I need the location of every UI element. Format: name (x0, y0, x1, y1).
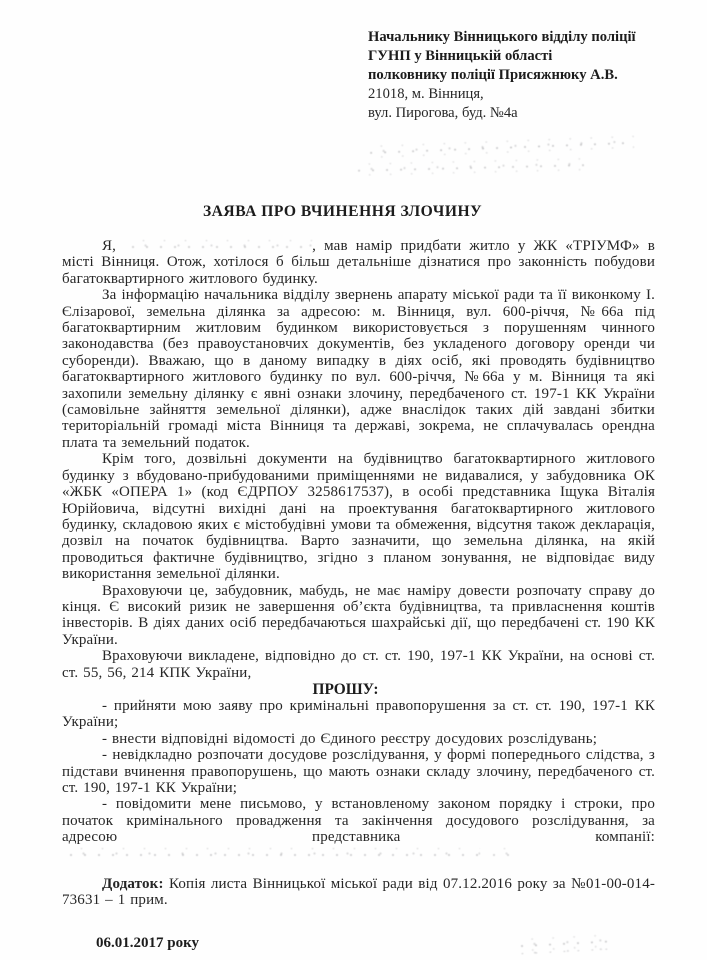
paragraph-intro (62, 238, 655, 287)
footer (62, 935, 655, 952)
request-item-1: - прийняти мою заяву про кримінальні правопорушення за ст. ст. 190, 197-1 КК України; (62, 697, 655, 731)
paragraph-permits: Крім того, дозвільні документи на будівництво багатоквартирного житлового будинку з вбудовано-прибудованими приміщеннями не видавалися, у забудовника ОК «ЖБК «ОПЕРА 1» (код ЄДРПОУ 3258617537), в особі представника Іщука Віталія Юрійовича, відсутні вихідні дані на проектування багатоквартирного житлового будинку, складовою яких є містобудівні умови та обмеження, відсутня також декларація, дозвіл на початок будівництва. Варто зазначити, що земельна ділянка, на якій проводиться фактичне будівництво, згідно з планом зонування, не відповідає виду використання земельної ділянки. (62, 451, 655, 583)
redacted-company-address (62, 848, 480, 858)
redaction-smudge (350, 158, 588, 176)
redacted-applicant-name (124, 240, 312, 250)
recipient-address-line-2: вул. Пирогова, буд. №4а (368, 105, 518, 121)
recipient-line-2: ГУНП у Вінницькій області (368, 48, 553, 64)
document-title: ЗАЯВА ПРО ВЧИНЕННЯ ЗЛОЧИНУ (202, 203, 483, 220)
request-heading: ПРОШУ: (312, 680, 379, 698)
request-item-3: - невідкладно розпочати досудове розслідування, у формі попереднього слідства, з підстави вчинення правопорушень, що мають ознаки складу злочину, передбаченого ст. ст. 190, 197-1 КК України; (62, 747, 655, 796)
recipient-address-line-1: 21018, м. Вінниця, (368, 86, 484, 102)
request-item-4 (62, 796, 655, 862)
signature-smudge (513, 934, 610, 954)
intro-suffix: , мав намір придбати житло у ЖК «ТРІУМФ» в місті Вінниця. Отож, хотілося б більш детальніше дізнатися про законність побудови багатоквартирного житлового будинку. (62, 238, 656, 287)
intro-prefix: Я, (102, 238, 117, 254)
redaction-smudge (362, 136, 634, 158)
document-date: 06.01.2017 року (96, 934, 200, 951)
attachment-line (62, 876, 655, 909)
request-item-2: - внести відповідні відомості до Єдиного реєстру досудових розслідувань; (102, 730, 598, 747)
paragraph-risk: Враховуючи це, забудовник, мабудь, не має наміру довести розпочату справу до кінця. Є високий ризик не завершення об’єкта будівництва, та привласнення коштів інвесторів. В діях даних осіб передбачаються шахрайські дії, що передбачені ст. 190 КК України. (62, 582, 655, 648)
attachment-text: Копія листа Вінницької міської ради від 07.12.2016 року за №01-00-014-73631 – 1 прим. (62, 876, 655, 909)
recipient-block (368, 28, 668, 123)
paragraph-legal-basis: Враховуючи викладене, відповідно до ст. ст. 190, 197-1 КК України, на основі ст. ст. 55, 56, 214 КПК України, (62, 648, 655, 681)
recipient-line-3: полковнику поліції Присяжнюку А.В. (368, 67, 618, 83)
request-item-4-text: - повідомити мене письмово, у встановленому законом порядку і строки, про початок кримінального провадження та закінчення досудового розслідування, за адресою представника компанії: (62, 796, 655, 846)
redacted-sender-block (350, 137, 660, 183)
redacted-company-address-continued (485, 848, 519, 858)
recipient-line-1: Начальнику Вінницького відділу поліції (368, 29, 636, 45)
attachment-label: Додаток: (102, 876, 164, 893)
paragraph-land-info: За інформацію начальника відділу звернень апарату міської ради та її виконкому І. Єлізарової, земельна ділянка за адресою: м. Вінниця, вул. 600-річчя, №66а під багатоквартирним житловим будинком використовується з порушенням чинного законодавства (без правоустановчих документів, без укладеного договору оренди чи суборенди). Вважаю, що в даному випадку в діях осіб, які проводять будівництво багатоквартирного житлового будинку по вул. 600-річчя, №66а у м. Вінниця та які захопили земельну ділянку є явні ознаки злочину, передбаченого ст. 197-1 КК України (самовільне зайняття земельної ділянки), адже внаслідок таких дій завдані збитки територіальній громаді міста Вінниця та державі, зокрема, не сплачувалась орендна плата та земельний податок. (62, 287, 655, 451)
